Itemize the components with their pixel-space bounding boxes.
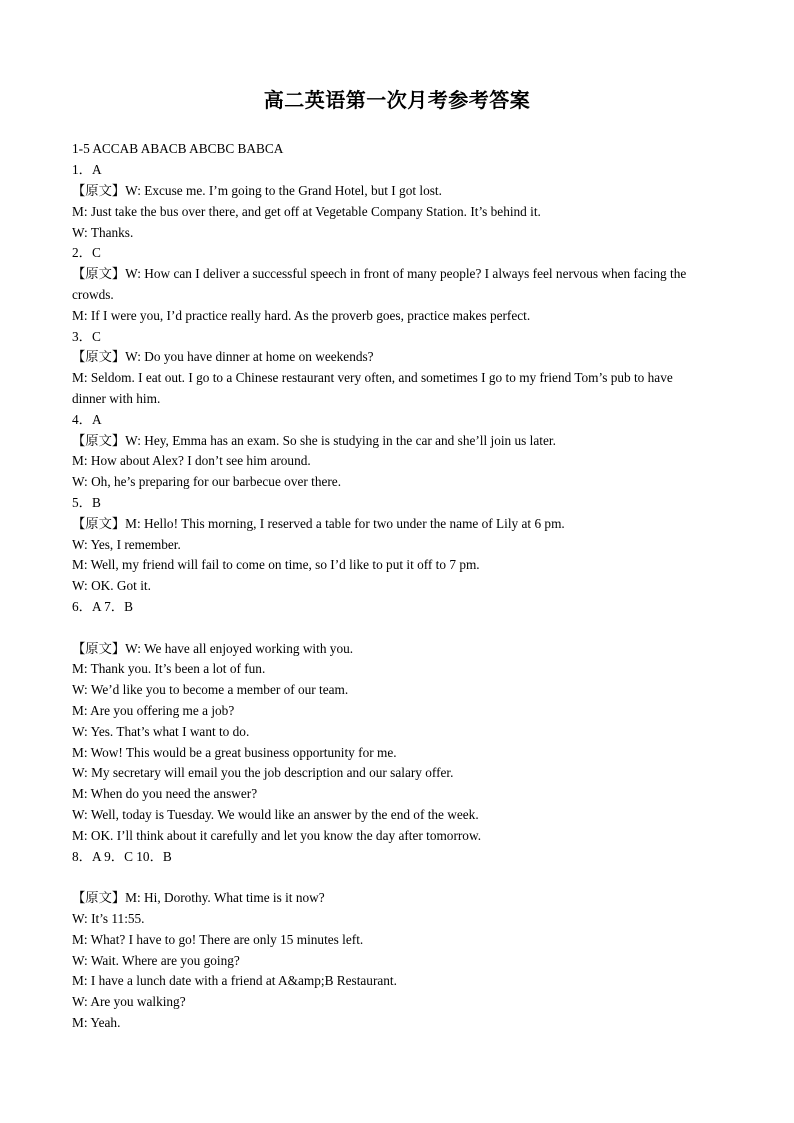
answer-item: 4．A	[72, 412, 102, 427]
transcript-line: W: OK. Got it.	[72, 578, 151, 593]
answer-item: 2．C	[72, 245, 101, 260]
transcript-line: dinner with him.	[72, 391, 161, 406]
transcript-line: M: Yeah.	[72, 1015, 121, 1030]
answer-item: 5．B	[72, 495, 101, 510]
transcript-line: W: Yes, I remember.	[72, 537, 181, 552]
transcript-line: M: Thank you. It’s been a lot of fun.	[72, 661, 266, 676]
transcript-line: M: I have a lunch date with a friend at A&amp;B Restaurant.	[72, 973, 397, 988]
transcript-line: 【原文】M: Hi, Dorothy. What time is it now?	[72, 890, 325, 905]
transcript-line: 【原文】W: Excuse me. I’m going to the Grand Hotel, but I got lost.	[72, 183, 442, 198]
transcript-line: M: Are you offering me a job?	[72, 703, 235, 718]
transcript-line: 【原文】W: How can I deliver a successful speech in front of many people? I always feel nervous when facing the	[72, 266, 687, 281]
transcript-line: M: If I were you, I’d practice really hard. As the proverb goes, practice makes perfect.	[72, 308, 531, 323]
transcript-line: crowds.	[72, 287, 114, 302]
transcript-line: M: Wow! This would be a great business opportunity for me.	[72, 745, 397, 760]
transcript-line: W: Oh, he’s preparing for our barbecue over there.	[72, 474, 342, 489]
transcript-line: W: Are you walking?	[72, 994, 186, 1009]
transcript-line: W: Well, today is Tuesday. We would like an answer by the end of the week.	[72, 807, 479, 822]
answer-item: 6．A 7．B	[72, 599, 133, 614]
answers-1-5: 1-5 ACCAB ABACB ABCBC BABCA	[72, 141, 284, 156]
transcript-line: M: What? I have to go! There are only 15 minutes left.	[72, 932, 364, 947]
transcript-line: M: How about Alex? I don’t see him around.	[72, 453, 311, 468]
transcript-line: M: Well, my friend will fail to come on time, so I’d like to put it off to 7 pm.	[72, 557, 480, 572]
transcript-line: W: Thanks.	[72, 225, 134, 240]
transcript-line: M: OK. I’ll think about it carefully and let you know the day after tomorrow.	[72, 828, 482, 843]
transcript-line: 【原文】W: Do you have dinner at home on weekends?	[72, 349, 374, 364]
transcript-line: M: When do you need the answer?	[72, 786, 258, 801]
transcript-line: 【原文】M: Hello! This morning, I reserved a table for two under the name of Lily at 6 pm.	[72, 516, 565, 531]
answer-item: 1．A	[72, 162, 102, 177]
transcript-line: W: It’s 11:55.	[72, 911, 145, 926]
transcript-line: 【原文】W: We have all enjoyed working with you.	[72, 641, 354, 656]
transcript-line: W: Wait. Where are you going?	[72, 953, 240, 968]
transcript-line: 【原文】W: Hey, Emma has an exam. So she is studying in the car and she’ll join us later.	[72, 433, 556, 448]
document-title: 高二英语第一次月考参考答案	[263, 88, 531, 112]
transcript-line: W: My secretary will email you the job description and our salary offer.	[72, 765, 454, 780]
answer-item: 8．A 9．C 10．B	[72, 849, 172, 864]
transcript-line: W: Yes. That’s what I want to do.	[72, 724, 250, 739]
transcript-line: M: Seldom. I eat out. I go to a Chinese restaurant very often, and sometimes I go to my friend Tom’s pub to have	[72, 370, 673, 385]
transcript-line: W: We’d like you to become a member of our team.	[72, 682, 349, 697]
answer-item: 3．C	[72, 329, 101, 344]
transcript-line: M: Just take the bus over there, and get off at Vegetable Company Station. It’s behind it.	[72, 204, 541, 219]
